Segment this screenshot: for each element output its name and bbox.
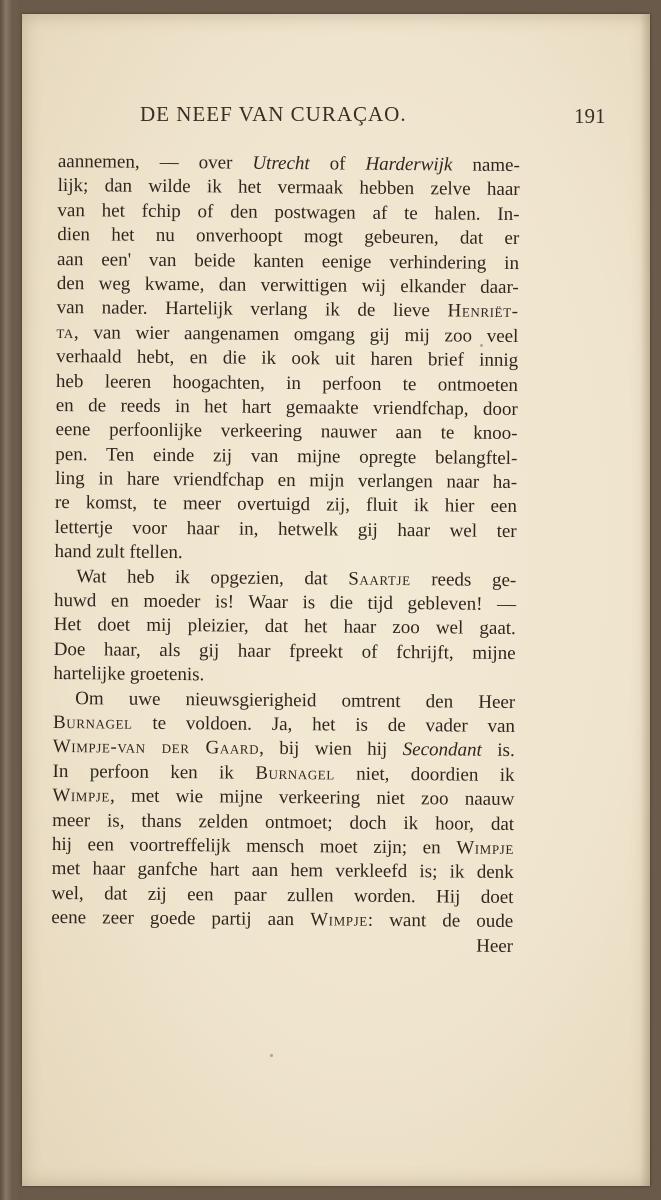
text-line: lettertje voor haar in, hetwelk gij haar wel ter [54, 516, 517, 542]
text-line: van het fchip of den postwagen af te halen. In- [57, 199, 520, 225]
text-line: Doe haar, als gij haar fpreekt of fchrijft, mijne [53, 638, 516, 664]
text-line: re komst, te meer overtuigd zij, fluit ik hier een [54, 492, 517, 518]
text-line: hartelijke groetenis. [53, 663, 205, 686]
text-line: huwd en moeder is! Waar is die tijd gebleven! — [53, 590, 517, 616]
text-line: lijk; dan wilde ik het vermaak hebben zelve haar [57, 175, 520, 201]
text-line: aan een' van beide kanten eenige verhindering in [56, 248, 520, 274]
text-line: dien het nu onverhoopt mogt gebeuren, dat er [57, 224, 520, 250]
text-line: hij een voortreffelijk mensch moet zijn; en Wimpje [51, 833, 515, 859]
text-line: met haar ganfche hart aan hem verkleefd is; ik denk [51, 858, 514, 884]
text-line: In perfoon ken ik Burnagel niet, doordien ik [52, 760, 515, 786]
text-line: eene perfoonlijke verkeering nauwer aan te knoo- [55, 419, 518, 445]
text-line: ta, van wier aangenamen omgang gij mij zoo veel [56, 321, 519, 347]
text-line: Wimpje-van der Gaard, bij wien hij Secondant is. [52, 736, 515, 762]
text-line: pen. Ten einde zij van mijne opregte belangftel- [55, 443, 518, 469]
catchword: Heer [476, 935, 514, 957]
text-line: verhaald hebt, en die ik ook uit haren brief innig [56, 346, 519, 372]
text-line: wel, dat zij een paar zullen worden. Hij doet [51, 882, 514, 908]
paper-speck [270, 1054, 273, 1057]
text-line: den weg kwame, dan verwittigen wij elkander daar- [56, 272, 519, 298]
text-line: ling in hare vriendfchap en mijn verlangen naar ha- [55, 468, 518, 494]
text-line: Het doet mij pleizier, dat het haar zoo wel gaat. [53, 614, 516, 640]
text-line: aannemen, — over Utrecht of Harderwijk name- [57, 150, 520, 177]
text-line: hand zult ftellen. [54, 541, 183, 564]
page-number: 191 [574, 104, 606, 128]
text-line: heb leeren hoogachten, in perfoon te ontmoeten [55, 370, 519, 396]
running-title: DE NEEF VAN CURAÇAO. [140, 102, 407, 126]
text-line: Wimpje, met wie mijne verkeering niet zoo naauw [52, 785, 515, 811]
text-line: Wat heb ik opgezien, dat Saartje reeds ge- [76, 565, 517, 591]
text-line: eene zeer goede partij aan Wimpje: want de oude [51, 907, 514, 933]
page-edge-shadow [640, 14, 650, 1186]
text-line: meer is, thans zelden ontmoet; doch ik hoor, dat [52, 809, 515, 835]
text-line: van nader. Hartelijk verlang ik de lieve Henriët- [56, 297, 519, 323]
text-line: Om uwe nieuwsgierigheid omtrent den Heer [75, 687, 516, 713]
page-text [51, 150, 520, 959]
text-line: Burnagel te voldoen. Ja, het is de vader van [52, 711, 516, 737]
text-line: en de reeds in het hart gemaakte vriendfchap, door [55, 394, 518, 420]
